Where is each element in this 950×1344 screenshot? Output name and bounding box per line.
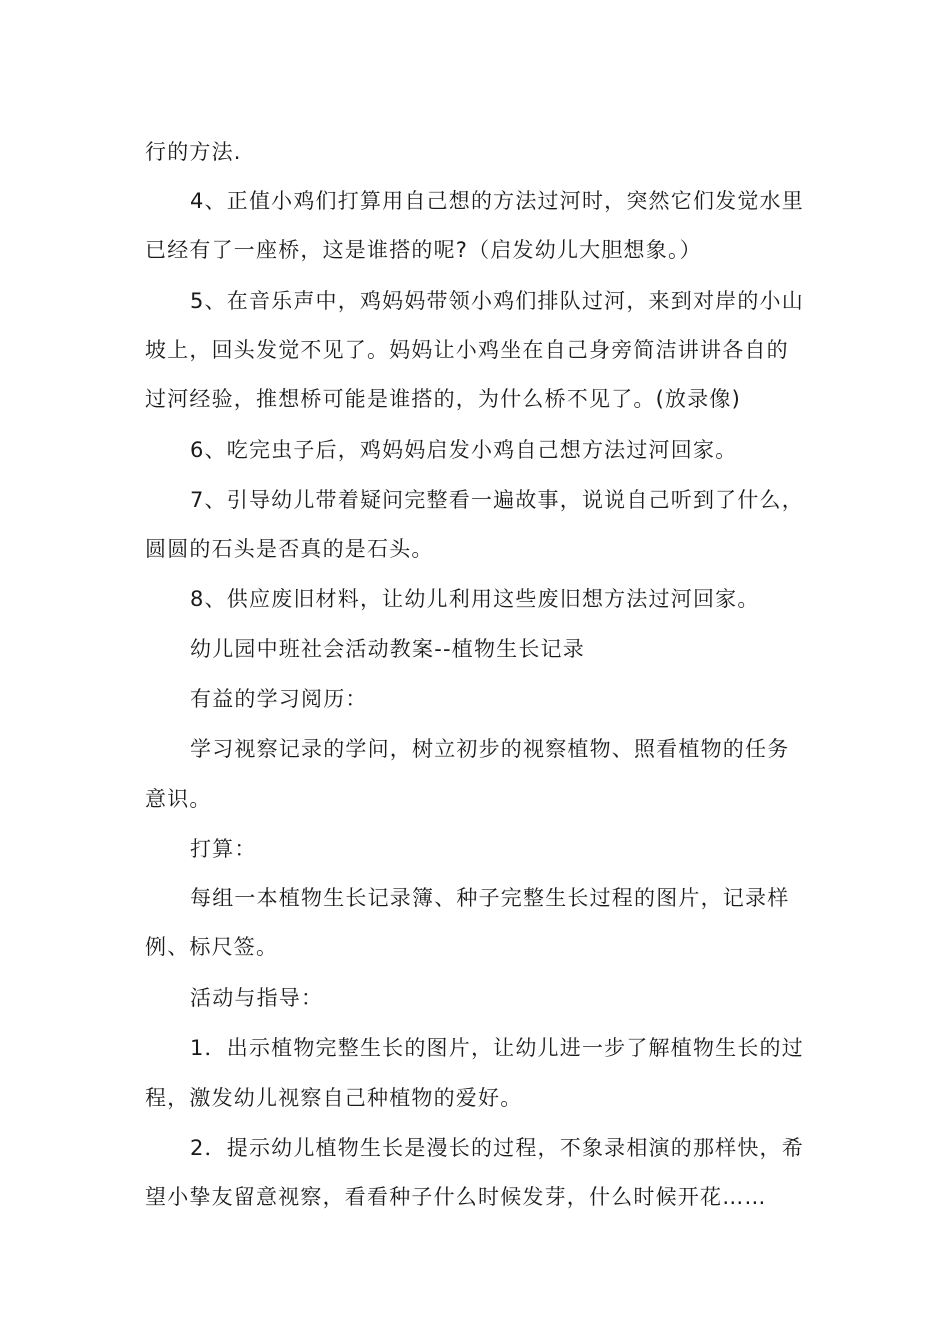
text-line: 5、在音乐声中，鸡妈妈带领小鸡们排队过河，来到对岸的小山 [190,289,804,313]
text-line: 7、引导幼儿带着疑问完整看一遍故事，说说自己听到了什么， [190,488,804,512]
text-line: 每组一本植物生长记录簿、种子完整生长过程的图片，记录样 [190,886,790,910]
text-line: 学习视察记录的学问，树立初步的视察植物、照看植物的任务 [190,737,790,761]
text-line: 8、供应废旧材料，让幼儿利用这些废旧想方法过河回家。 [190,587,760,611]
text-line: 1．出示植物完整生长的图片，让幼儿进一步了解植物生长的过 [190,1036,804,1060]
text-line: 坡上，回头发觉不见了。妈妈让小鸡坐在自己身旁简洁讲讲各自的 [145,338,789,362]
section-title: 幼儿园中班社会活动教案--植物生长记录 [190,637,585,661]
text-line: 6、吃完虫子后，鸡妈妈启发小鸡自己想方法过河回家。 [190,438,738,462]
subheading: 有益的学习阅历： [190,687,368,711]
text-line: 4、正值小鸡们打算用自己想的方法过河时，突然它们发觉水里 [190,189,804,213]
text-line: 2．提示幼儿植物生长是漫长的过程，不象录相演的那样快，希 [190,1136,804,1160]
text-line: 例、标尺签。 [145,935,279,959]
text-line: 圆圆的石头是否真的是石头。 [145,537,434,561]
text-line: 行的方法. [145,140,242,164]
subheading: 活动与指导： [190,986,324,1010]
text-line: 望小挚友留意视察，看看种子什么时候发芽，什么时候开花…… [145,1185,767,1209]
text-line: 程，激发幼儿视察自己种植物的爱好。 [145,1086,523,1110]
subheading: 打算： [190,837,257,861]
text-line: 过河经验，推想桥可能是谁搭的，为什么桥不见了。(放录像) [145,387,741,411]
text-line: 已经有了一座桥，这是谁搭的呢?（启发幼儿大胆想象。） [145,238,702,262]
text-line: 意识。 [145,787,212,811]
